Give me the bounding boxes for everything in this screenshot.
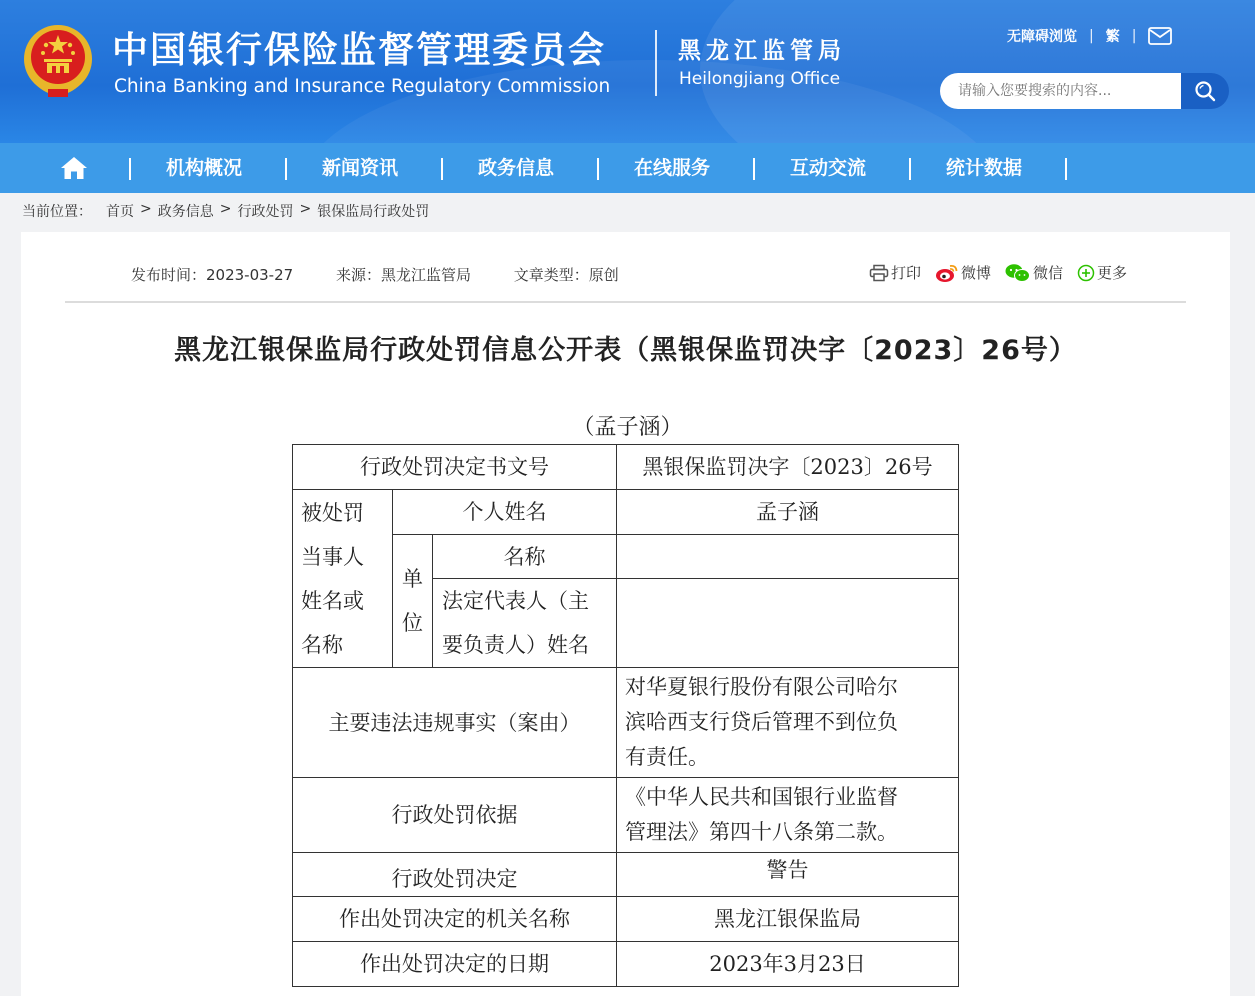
table-row xyxy=(293,445,959,490)
facts-line: 有责任。 xyxy=(625,745,709,769)
wechat-share-button[interactable] xyxy=(1005,262,1063,283)
nav-separator xyxy=(597,158,599,180)
nav-separator xyxy=(1065,158,1067,180)
office-title-en[interactable]: Heilongjiang Office xyxy=(679,69,841,89)
party-label-line: 被处罚 xyxy=(301,500,364,525)
table-row xyxy=(293,535,959,579)
table-row xyxy=(293,490,959,535)
plus-circle-icon xyxy=(1077,264,1095,282)
main-nav xyxy=(0,143,1255,193)
person-caption: （孟子涵） xyxy=(572,415,683,440)
home-icon[interactable] xyxy=(59,155,89,181)
basis-line: 《中华人民共和国银行业监督 xyxy=(625,785,898,809)
search-button[interactable] xyxy=(1181,73,1229,109)
nav-item-online-services[interactable]: 在线服务 xyxy=(634,157,711,179)
table-row xyxy=(293,853,959,897)
table-row xyxy=(293,668,959,778)
top-link-separator: | xyxy=(1131,28,1137,44)
nav-item-government-info[interactable]: 政务信息 xyxy=(478,157,555,179)
wechat-label: 微信 xyxy=(1033,264,1064,282)
breadcrumb-label: 当前位置： xyxy=(22,204,92,220)
table-row xyxy=(293,778,959,853)
basis-value xyxy=(617,778,959,853)
nav-separator xyxy=(441,158,443,180)
traditional-chinese-link[interactable]: 繁 xyxy=(1105,29,1120,45)
site-header xyxy=(0,0,1255,143)
meta-divider xyxy=(65,301,1186,303)
decision-value: 警告 xyxy=(617,853,959,897)
date-value: 2023年3月23日 xyxy=(617,942,959,987)
breadcrumb-local-penalty[interactable]: 银保监局行政处罚 xyxy=(317,204,430,220)
site-title-en[interactable]: China Banking and Insurance Regulatory Commission xyxy=(114,76,611,97)
unit-label-cell xyxy=(393,535,433,668)
authority-label: 作出处罚决定的机关名称 xyxy=(293,897,617,942)
search-box xyxy=(940,73,1182,109)
facts-line: 对华夏银行股份有限公司哈尔 xyxy=(625,675,898,699)
office-title-cn[interactable]: 黑龙江监管局 xyxy=(678,37,846,64)
more-label: 更多 xyxy=(1097,264,1128,282)
unit-name-label: 名称 xyxy=(433,535,617,579)
party-label-cell xyxy=(293,490,393,668)
date-label: 作出处罚决定的日期 xyxy=(293,942,617,987)
article-title: 黑龙江银保监局行政处罚信息公开表（黑银保监罚决字〔2023〕26号） xyxy=(174,335,1077,366)
breadcrumb-government-info[interactable]: 政务信息 xyxy=(157,204,214,220)
nav-item-news[interactable]: 新闻资讯 xyxy=(322,157,399,179)
breadcrumb-separator: > xyxy=(140,201,152,217)
site-title-cn[interactable]: 中国银行保险监督管理委员会 xyxy=(112,30,607,71)
breadcrumb-penalty[interactable]: 行政处罚 xyxy=(237,204,294,220)
decision-label: 行政处罚决定 xyxy=(293,853,617,897)
print-label: 打印 xyxy=(891,264,922,282)
national-emblem-icon[interactable] xyxy=(22,23,94,101)
weibo-label: 微博 xyxy=(961,264,992,282)
nav-separator xyxy=(285,158,287,180)
facts-value xyxy=(617,668,959,778)
legal-rep-value xyxy=(617,579,959,668)
breadcrumb-home[interactable]: 首页 xyxy=(106,204,134,220)
unit-label-line: 单 xyxy=(402,567,423,591)
more-share-button[interactable] xyxy=(1077,262,1127,283)
top-links xyxy=(1007,26,1172,46)
print-button[interactable] xyxy=(869,262,921,283)
wechat-icon xyxy=(1005,263,1031,283)
legal-rep-label-line: 法定代表人（主 xyxy=(442,589,589,613)
breadcrumb-separator: > xyxy=(299,201,312,217)
weibo-icon xyxy=(935,263,959,283)
article-source: 来源：黑龙江监管局 xyxy=(335,266,471,284)
accessibility-link[interactable]: 无障碍浏览 xyxy=(1007,29,1077,45)
basis-label: 行政处罚依据 xyxy=(293,778,617,853)
unit-name-value xyxy=(617,535,959,579)
nav-item-about[interactable]: 机构概况 xyxy=(166,157,243,179)
party-label-line: 姓名或 xyxy=(301,588,364,613)
unit-label-line: 位 xyxy=(402,611,423,635)
individual-name-label: 个人姓名 xyxy=(393,490,617,535)
doc-no-label: 行政处罚决定书文号 xyxy=(293,445,617,490)
nav-separator xyxy=(129,158,131,180)
nav-item-interaction[interactable]: 互动交流 xyxy=(790,157,867,179)
header-divider xyxy=(655,30,657,96)
legal-rep-label xyxy=(433,579,617,668)
authority-value: 黑龙江银保监局 xyxy=(617,897,959,942)
article-panel xyxy=(21,232,1230,996)
facts-label: 主要违法违规事实（案由） xyxy=(293,668,617,778)
weibo-share-button[interactable] xyxy=(935,262,991,283)
party-label-line: 名称 xyxy=(301,632,343,657)
penalty-info-table xyxy=(292,444,959,987)
table-row xyxy=(293,942,959,987)
article-meta xyxy=(131,264,657,285)
share-bar xyxy=(869,262,1141,283)
top-link-separator: | xyxy=(1089,28,1094,44)
party-label-line: 当事人 xyxy=(301,544,364,569)
doc-no-value: 黑银保监罚决字〔2023〕26号 xyxy=(617,445,959,490)
article-type: 文章类型：原创 xyxy=(513,266,619,284)
printer-icon xyxy=(869,264,889,282)
publish-time: 发布时间：2023-03-27 xyxy=(131,266,294,284)
search-icon xyxy=(1194,80,1216,102)
search-input[interactable] xyxy=(940,73,1182,109)
legal-rep-label-line: 要负责人）姓名 xyxy=(442,633,589,657)
facts-line: 滨哈西支行贷后管理不到位负 xyxy=(625,710,898,734)
individual-name-value: 孟子涵 xyxy=(617,490,959,535)
nav-item-statistics[interactable]: 统计数据 xyxy=(946,157,1023,179)
nav-separator xyxy=(753,158,755,180)
breadcrumb xyxy=(22,201,429,221)
table-row xyxy=(293,897,959,942)
mail-icon[interactable] xyxy=(1148,27,1172,45)
basis-line: 管理法》第四十八条第二款。 xyxy=(625,820,898,844)
breadcrumb-separator: > xyxy=(219,201,232,217)
nav-separator xyxy=(909,158,911,180)
